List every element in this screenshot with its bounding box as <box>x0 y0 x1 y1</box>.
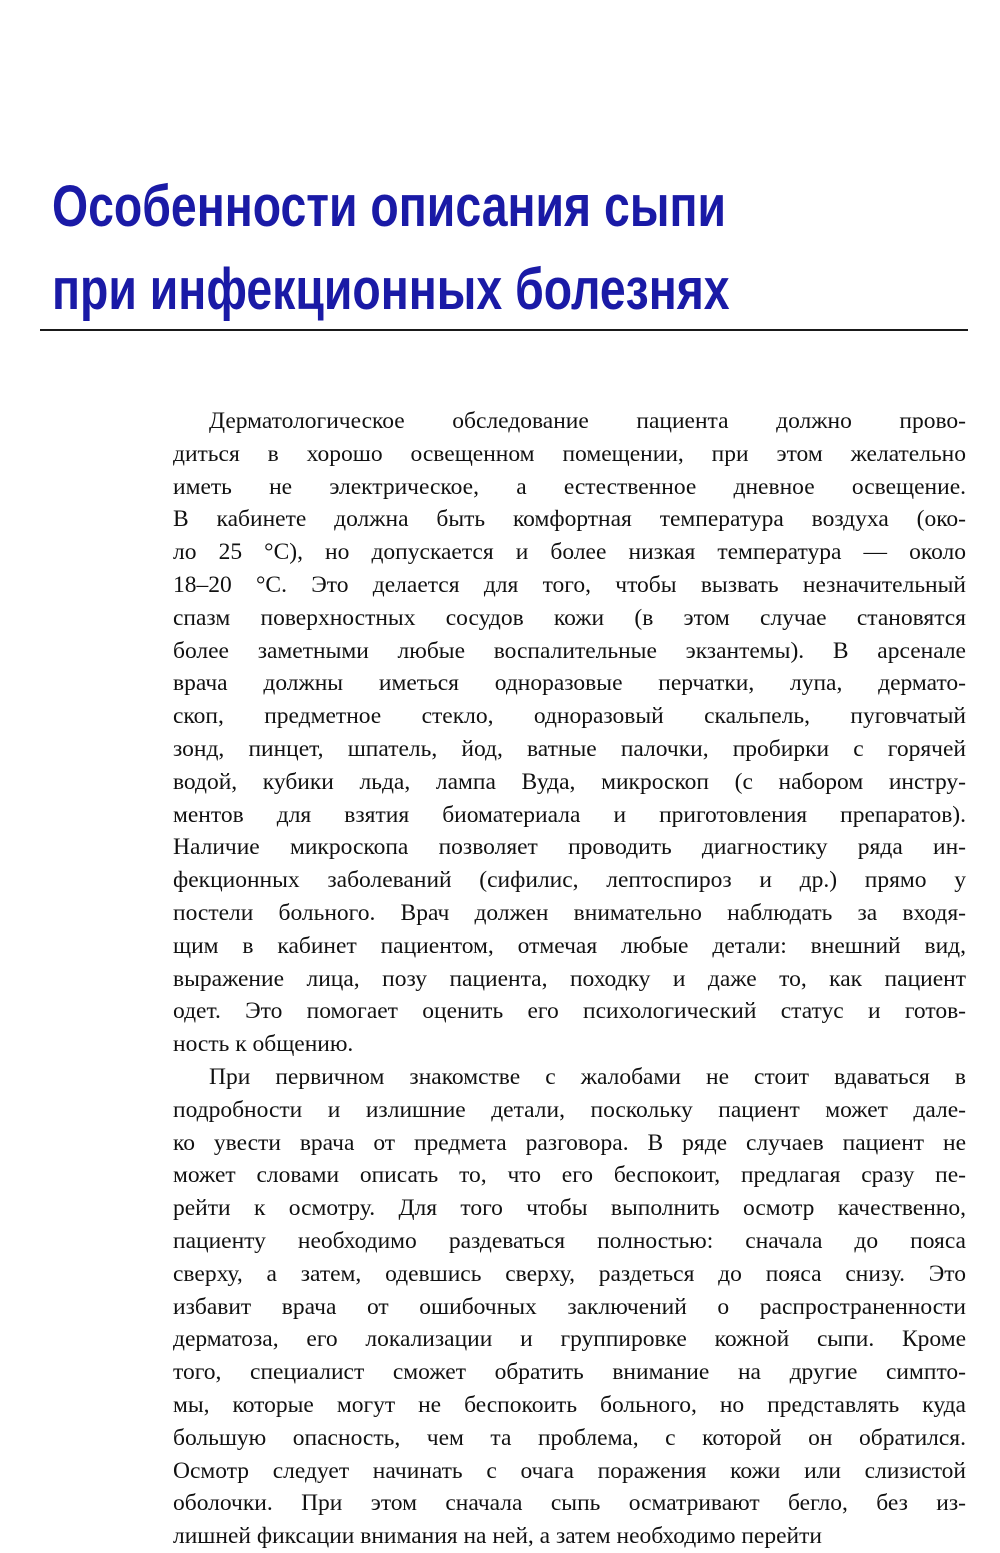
text-line: скоп, предметное стекло, одноразовый скальпель, пуговчатый <box>173 703 966 730</box>
text-line: одет. Это помогает оценить его психологический статус и готов- <box>173 998 966 1025</box>
text-line: может словами описать то, что его беспокоит, предлагая сразу пе- <box>173 1162 966 1189</box>
text-line: При первичном знакомстве с жалобами не стоит вдаваться в <box>209 1063 966 1090</box>
text-line: ло 25 °С), но допускается и более низкая температура — около <box>173 539 966 566</box>
text-line: Наличие микроскопа позволяет проводить диагностику ряда ин- <box>173 834 966 861</box>
text-line: оболочки. При этом сначала сыпь осматривают бегло, без из- <box>173 1490 966 1517</box>
text-line: более заметными любые воспалительные экзантемы). В арсенале <box>173 637 966 664</box>
title-divider <box>40 329 968 331</box>
text-line: щим в кабинет пациентом, отмечая любые детали: внешний вид, <box>173 932 966 959</box>
text-line: ность к общению. <box>173 1031 354 1058</box>
body-text <box>173 405 966 1553</box>
text-line: мы, которые могут не беспокоить больного, но представлять куда <box>173 1391 966 1418</box>
text-line: лишней фиксации внимания на ней, а затем необходимо перейти <box>173 1523 822 1550</box>
chapter-title-line-2: при инфекционных болезнях <box>52 257 730 322</box>
text-line: ментов для взятия биоматериала и приготовления препаратов). <box>173 801 966 828</box>
text-line: зонд, пинцет, шпатель, йод, ватные палочки, пробирки с горячей <box>173 735 966 762</box>
text-line: того, специалист сможет обратить внимание на другие симпто- <box>173 1359 966 1386</box>
text-line: иметь не электрическое, а естественное дневное освещение. <box>173 473 966 500</box>
paragraph <box>173 405 966 1061</box>
paragraph <box>173 1061 966 1553</box>
text-line: выражение лица, позу пациента, походку и даже то, как пациент <box>173 965 966 992</box>
text-line: В кабинете должна быть комфортная температура воздуха (око- <box>173 506 966 533</box>
text-line: пациенту необходимо раздеваться полностью: сначала до пояса <box>173 1227 966 1254</box>
text-line: большую опасность, чем та проблема, с которой он обратился. <box>173 1424 966 1451</box>
text-line: постели больного. Врач должен внимательно наблюдать за входя- <box>173 899 966 926</box>
chapter-title <box>52 165 772 331</box>
text-line: рейти к осмотру. Для того чтобы выполнить осмотр качественно, <box>173 1195 966 1222</box>
text-line: 18–20 °С. Это делается для того, чтобы вызвать незначительный <box>173 571 966 598</box>
text-line: подробности и излишние детали, поскольку пациент может дале- <box>173 1096 966 1123</box>
text-line: врача должны иметься одноразовые перчатки, лупа, дермато- <box>173 670 966 697</box>
text-line: спазм поверхностных сосудов кожи (в этом случае становятся <box>173 604 966 631</box>
chapter-title-line-1: Особенности описания сыпи <box>52 174 727 239</box>
text-line: диться в хорошо освещенном помещении, при этом желательно <box>173 440 966 467</box>
text-line: сверху, а затем, одевшись сверху, раздеться до пояса снизу. Это <box>173 1260 966 1287</box>
text-line: ко увести врача от предмета разговора. В ряде случаев пациент не <box>173 1129 966 1156</box>
text-line: дерматоза, его локализации и группировке кожной сыпи. Кроме <box>173 1326 966 1353</box>
text-line: фекционных заболеваний (сифилис, лептоспироз и др.) прямо у <box>173 867 966 894</box>
text-line: избавит врача от ошибочных заключений о распространенности <box>173 1293 966 1320</box>
text-line: Дерматологическое обследование пациента должно прово- <box>209 408 966 434</box>
text-line: водой, кубики льда, лампа Вуда, микроскоп (с набором инстру- <box>173 768 966 795</box>
text-line: Осмотр следует начинать с очага поражения кожи или слизистой <box>173 1457 966 1484</box>
